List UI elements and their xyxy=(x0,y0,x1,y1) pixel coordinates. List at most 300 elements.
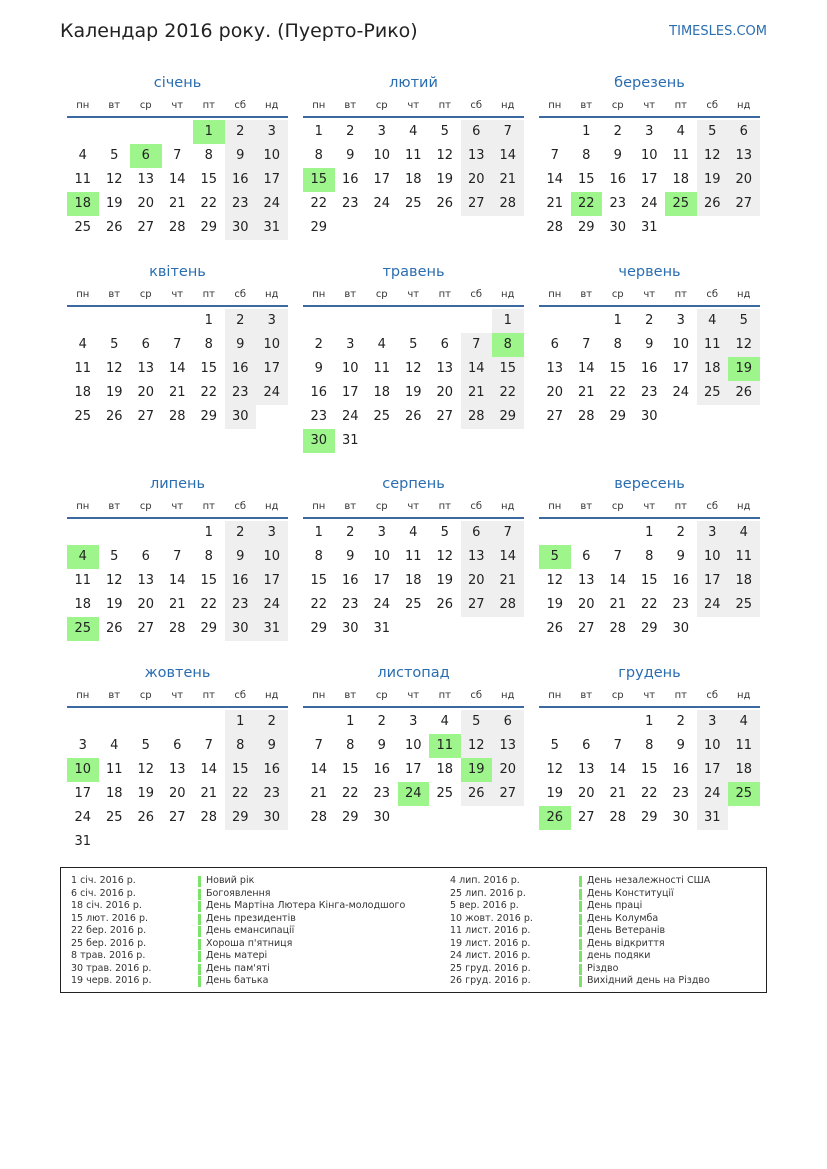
empty-cell xyxy=(665,405,697,429)
day-cell: 14 xyxy=(168,573,186,588)
empty-cell xyxy=(492,216,524,240)
weekday-label: нд xyxy=(737,501,751,512)
day-cell: 20 xyxy=(137,385,155,400)
day-cell: 24 xyxy=(640,196,658,211)
day-cell: 28 xyxy=(609,621,627,636)
empty-cell xyxy=(67,309,99,333)
day-cell: 4 xyxy=(409,525,418,540)
day-cell: 25 xyxy=(105,810,123,825)
holiday-day-cell: 25 xyxy=(67,617,99,641)
day-cell: 25 xyxy=(74,409,92,424)
day-cell: 12 xyxy=(105,361,123,376)
weekday-label: вт xyxy=(580,100,593,111)
day-cell: 1 xyxy=(645,525,654,540)
holiday-day-cell: 18 xyxy=(67,192,99,216)
day-cell: 23 xyxy=(672,786,690,801)
weekday-label: нд xyxy=(501,690,515,701)
week-row xyxy=(539,593,760,617)
week-row xyxy=(303,521,524,545)
empty-cell xyxy=(539,710,571,734)
weekday-label: ср xyxy=(139,100,152,111)
day-cell: 7 xyxy=(613,549,622,564)
weekend-day-cell: 27 xyxy=(461,192,493,216)
day-cell: 5 xyxy=(141,738,150,753)
weekday-label: чт xyxy=(407,289,420,300)
weekday-label: пн xyxy=(548,100,562,111)
day-cell: 12 xyxy=(546,573,564,588)
day-cell: 13 xyxy=(168,762,186,777)
weekend-day-cell: 14 xyxy=(492,545,524,569)
week-row xyxy=(67,593,288,617)
day-cell: 5 xyxy=(440,124,449,139)
holiday-day-cell: 6 xyxy=(130,144,162,168)
weekend-day-cell: 17 xyxy=(697,569,729,593)
holiday-date: 25 лип. 2016 р. xyxy=(450,887,526,899)
weekday-label: ср xyxy=(139,501,152,512)
week-row xyxy=(539,782,760,806)
day-cell: 30 xyxy=(672,810,690,825)
weekend-day-cell: 17 xyxy=(256,168,288,192)
weekend-day-cell: 30 xyxy=(225,405,257,429)
weekend-day-cell: 24 xyxy=(256,192,288,216)
week-row xyxy=(303,381,524,405)
weekday-label: пн xyxy=(76,501,90,512)
weekend-day-cell: 13 xyxy=(492,734,524,758)
day-cell: 25 xyxy=(436,786,454,801)
day-cell: 2 xyxy=(676,714,685,729)
holiday-marker xyxy=(579,901,582,912)
day-cell: 11 xyxy=(373,361,391,376)
weekday-label: вт xyxy=(580,690,593,701)
weekend-day-cell: 27 xyxy=(461,593,493,617)
day-cell: 29 xyxy=(609,409,627,424)
month-name: травень xyxy=(382,264,445,280)
weekday-label: чт xyxy=(643,690,656,701)
day-cell: 23 xyxy=(341,597,359,612)
empty-cell xyxy=(461,806,493,830)
day-cell: 29 xyxy=(200,220,218,235)
week-row xyxy=(67,569,288,593)
day-cell: 26 xyxy=(105,220,123,235)
weekday-label: сб xyxy=(234,100,247,111)
day-cell: 21 xyxy=(200,786,218,801)
weekend-day-cell: 11 xyxy=(728,545,760,569)
empty-cell xyxy=(461,309,493,333)
week-row xyxy=(539,617,760,641)
day-cell: 20 xyxy=(137,196,155,211)
day-cell: 23 xyxy=(373,786,391,801)
weekday-label: чт xyxy=(171,100,184,111)
weekend-day-cell: 5 xyxy=(461,710,493,734)
weekday-label: сб xyxy=(470,690,483,701)
weekday-header xyxy=(303,497,524,519)
weekday-label: ср xyxy=(139,289,152,300)
holiday-date: 4 лип. 2016 р. xyxy=(450,875,520,886)
weekday-label: ср xyxy=(611,690,624,701)
day-cell: 9 xyxy=(314,361,323,376)
empty-cell xyxy=(256,405,288,429)
day-cell: 22 xyxy=(200,597,218,612)
weekend-day-cell: 11 xyxy=(697,333,729,357)
day-cell: 9 xyxy=(676,738,685,753)
weekend-day-cell: 30 xyxy=(256,806,288,830)
day-cell: 2 xyxy=(346,525,355,540)
weekend-day-cell: 18 xyxy=(697,357,729,381)
day-cell: 29 xyxy=(640,621,658,636)
holiday-date: 22 бер. 2016 р. xyxy=(71,925,147,936)
day-cell: 18 xyxy=(74,597,92,612)
weekday-label: пт xyxy=(674,100,687,111)
day-cell: 17 xyxy=(341,385,359,400)
weekday-label: чт xyxy=(171,501,184,512)
day-cell: 4 xyxy=(110,738,119,753)
week-row xyxy=(539,569,760,593)
weekday-label: сб xyxy=(706,289,719,300)
empty-cell xyxy=(162,120,194,144)
weekend-day-cell: 26 xyxy=(728,381,760,405)
weekend-day-cell: 23 xyxy=(225,381,257,405)
empty-cell xyxy=(99,309,131,333)
empty-cell xyxy=(697,617,729,641)
weekday-label: чт xyxy=(643,100,656,111)
week-row xyxy=(303,617,524,641)
weekday-label: вт xyxy=(108,289,121,300)
weekday-label: нд xyxy=(737,289,751,300)
day-cell: 1 xyxy=(314,525,323,540)
day-cell: 20 xyxy=(577,597,595,612)
weekend-day-cell: 5 xyxy=(697,120,729,144)
holiday-marker xyxy=(198,889,201,900)
weekend-day-cell: 21 xyxy=(492,569,524,593)
day-cell: 18 xyxy=(373,385,391,400)
weekday-label: пт xyxy=(202,100,215,111)
day-cell: 19 xyxy=(546,597,564,612)
day-cell: 6 xyxy=(141,337,150,352)
holiday-day-cell: 4 xyxy=(67,545,99,569)
empty-cell xyxy=(67,521,99,545)
day-cell: 12 xyxy=(436,549,454,564)
day-cell: 8 xyxy=(204,148,213,163)
day-cell: 9 xyxy=(645,337,654,352)
holiday-date: 5 вер. 2016 р. xyxy=(450,900,519,911)
weekday-header xyxy=(539,497,760,519)
day-cell: 8 xyxy=(582,148,591,163)
day-cell: 16 xyxy=(609,172,627,187)
weekend-day-cell: 22 xyxy=(225,782,257,806)
weekend-day-cell: 30 xyxy=(225,216,257,240)
empty-cell xyxy=(539,120,571,144)
weekend-day-cell: 2 xyxy=(225,521,257,545)
holiday-date: 25 бер. 2016 р. xyxy=(71,937,147,949)
holiday-legend xyxy=(60,867,767,993)
day-cell: 11 xyxy=(74,361,92,376)
weekend-day-cell: 20 xyxy=(492,758,524,782)
day-cell: 16 xyxy=(672,573,690,588)
weekend-day-cell: 31 xyxy=(256,216,288,240)
day-cell: 12 xyxy=(105,172,123,187)
day-cell: 30 xyxy=(373,810,391,825)
day-cell: 17 xyxy=(74,786,92,801)
empty-cell xyxy=(665,216,697,240)
day-cell: 21 xyxy=(168,385,186,400)
weekend-day-cell: 3 xyxy=(256,521,288,545)
month-10 xyxy=(67,660,288,854)
day-cell: 1 xyxy=(314,124,323,139)
weekend-day-cell: 28 xyxy=(461,405,493,429)
month-name: лютий xyxy=(389,75,438,91)
day-cell: 28 xyxy=(200,810,218,825)
day-cell: 16 xyxy=(310,385,328,400)
holiday-date: 25 груд. 2016 р. xyxy=(450,962,531,974)
holiday-day-cell: 15 xyxy=(303,168,335,192)
day-cell: 29 xyxy=(341,810,359,825)
day-cell: 27 xyxy=(137,409,155,424)
weekday-label: сб xyxy=(706,690,719,701)
day-cell: 15 xyxy=(577,172,595,187)
weekday-label: пн xyxy=(76,289,90,300)
day-cell: 28 xyxy=(168,621,186,636)
weekend-day-cell: 22 xyxy=(492,381,524,405)
week-row xyxy=(303,593,524,617)
empty-cell xyxy=(728,405,760,429)
day-cell: 28 xyxy=(546,220,564,235)
day-cell: 11 xyxy=(404,148,422,163)
day-cell: 8 xyxy=(645,738,654,753)
weekend-day-cell: 13 xyxy=(461,144,493,168)
day-cell: 20 xyxy=(577,786,595,801)
weekend-day-cell: 20 xyxy=(461,168,493,192)
weekday-label: вт xyxy=(108,690,121,701)
month-12 xyxy=(539,660,760,830)
week-row xyxy=(67,806,288,830)
weekday-label: сб xyxy=(234,501,247,512)
empty-cell xyxy=(539,309,571,333)
day-cell: 25 xyxy=(373,409,391,424)
day-cell: 24 xyxy=(672,385,690,400)
week-row xyxy=(303,120,524,144)
weekday-label: ср xyxy=(611,100,624,111)
weekend-day-cell: 1 xyxy=(492,309,524,333)
weekend-day-cell: 11 xyxy=(728,734,760,758)
day-cell: 20 xyxy=(168,786,186,801)
weekday-label: пн xyxy=(312,690,326,701)
day-cell: 2 xyxy=(314,337,323,352)
empty-cell xyxy=(602,710,634,734)
empty-cell xyxy=(398,309,430,333)
weekend-day-cell: 15 xyxy=(492,357,524,381)
week-row xyxy=(303,333,524,357)
day-cell: 4 xyxy=(440,714,449,729)
day-cell: 2 xyxy=(613,124,622,139)
weekday-label: чт xyxy=(407,501,420,512)
empty-cell xyxy=(99,710,131,734)
holiday-day-cell: 8 xyxy=(492,333,524,357)
week-row xyxy=(539,758,760,782)
empty-cell xyxy=(461,216,493,240)
weekday-label: сб xyxy=(706,100,719,111)
weekend-day-cell: 29 xyxy=(492,405,524,429)
weekend-day-cell: 2 xyxy=(256,710,288,734)
empty-cell xyxy=(398,216,430,240)
weekday-header xyxy=(67,686,288,708)
day-cell: 21 xyxy=(168,196,186,211)
weekday-label: пт xyxy=(202,289,215,300)
empty-cell xyxy=(335,216,367,240)
day-cell: 26 xyxy=(436,196,454,211)
day-cell: 26 xyxy=(404,409,422,424)
weekday-label: вт xyxy=(108,100,121,111)
day-cell: 28 xyxy=(168,409,186,424)
day-cell: 6 xyxy=(582,738,591,753)
day-cell: 13 xyxy=(577,762,595,777)
day-cell: 1 xyxy=(582,124,591,139)
weekend-day-cell: 4 xyxy=(728,710,760,734)
month-8 xyxy=(303,471,524,641)
weekday-label: чт xyxy=(407,100,420,111)
weekday-label: вт xyxy=(344,289,357,300)
week-row xyxy=(303,144,524,168)
holiday-marker xyxy=(198,901,201,912)
week-row xyxy=(303,357,524,381)
site-link[interactable]: TIMESLES.COM xyxy=(669,24,767,39)
weekday-header xyxy=(303,96,524,118)
empty-cell xyxy=(303,710,335,734)
weekend-day-cell: 17 xyxy=(697,758,729,782)
day-cell: 17 xyxy=(672,361,690,376)
holiday-day-cell: 22 xyxy=(571,192,603,216)
day-cell: 12 xyxy=(137,762,155,777)
weekend-day-cell: 9 xyxy=(225,144,257,168)
holiday-marker xyxy=(579,951,582,962)
day-cell: 15 xyxy=(200,573,218,588)
month-name: липень xyxy=(149,476,206,492)
month-name: квітень xyxy=(149,264,206,280)
weekend-day-cell: 3 xyxy=(256,120,288,144)
empty-cell xyxy=(130,120,162,144)
day-cell: 26 xyxy=(546,621,564,636)
day-cell: 22 xyxy=(640,786,658,801)
day-cell: 24 xyxy=(373,597,391,612)
day-cell: 5 xyxy=(110,148,119,163)
day-cell: 11 xyxy=(74,573,92,588)
week-row xyxy=(303,734,524,758)
holiday-marker xyxy=(579,914,582,925)
day-cell: 13 xyxy=(436,361,454,376)
day-cell: 23 xyxy=(609,196,627,211)
holiday-marker xyxy=(579,976,582,987)
holiday-marker xyxy=(579,964,582,975)
week-row xyxy=(303,710,524,734)
day-cell: 6 xyxy=(582,549,591,564)
holiday-date: 26 груд. 2016 р. xyxy=(450,975,531,986)
weekday-header xyxy=(67,96,288,118)
holiday-marker xyxy=(198,976,201,987)
day-cell: 22 xyxy=(341,786,359,801)
day-cell: 21 xyxy=(609,597,627,612)
day-cell: 21 xyxy=(546,196,564,211)
weekend-day-cell: 7 xyxy=(461,333,493,357)
weekend-day-cell: 30 xyxy=(225,617,257,641)
weekday-label: пт xyxy=(438,501,451,512)
holiday-day-cell: 1 xyxy=(193,120,225,144)
empty-cell xyxy=(429,216,461,240)
weekend-day-cell: 13 xyxy=(461,545,493,569)
day-cell: 15 xyxy=(200,361,218,376)
weekend-day-cell: 3 xyxy=(697,521,729,545)
day-cell: 7 xyxy=(613,738,622,753)
weekday-label: пт xyxy=(202,501,215,512)
week-row xyxy=(67,405,288,429)
weekday-label: сб xyxy=(706,501,719,512)
week-row xyxy=(67,830,288,854)
day-cell: 26 xyxy=(436,597,454,612)
week-row xyxy=(539,521,760,545)
holiday-date: 10 жовт. 2016 р. xyxy=(450,912,533,924)
weekday-header xyxy=(67,497,288,519)
empty-cell xyxy=(303,309,335,333)
day-cell: 17 xyxy=(404,762,422,777)
weekday-label: вт xyxy=(108,501,121,512)
month-2 xyxy=(303,70,524,240)
day-cell: 10 xyxy=(341,361,359,376)
day-cell: 14 xyxy=(168,361,186,376)
day-cell: 24 xyxy=(74,810,92,825)
week-row xyxy=(539,806,760,830)
day-cell: 23 xyxy=(341,196,359,211)
month-name: листопад xyxy=(377,665,450,681)
empty-cell xyxy=(366,309,398,333)
holiday-date: 8 трав. 2016 р. xyxy=(71,950,146,961)
empty-cell xyxy=(429,429,461,453)
weekday-label: пт xyxy=(674,690,687,701)
day-cell: 11 xyxy=(404,549,422,564)
week-row xyxy=(539,333,760,357)
weekend-day-cell: 12 xyxy=(461,734,493,758)
holiday-name: День відкриття xyxy=(587,937,665,949)
week-row xyxy=(67,758,288,782)
empty-cell xyxy=(225,830,257,854)
week-row xyxy=(539,120,760,144)
week-row xyxy=(303,405,524,429)
day-cell: 15 xyxy=(640,762,658,777)
day-cell: 21 xyxy=(168,597,186,612)
weekday-label: пн xyxy=(548,690,562,701)
day-cell: 10 xyxy=(373,148,391,163)
day-cell: 16 xyxy=(373,762,391,777)
day-cell: 29 xyxy=(200,409,218,424)
day-cell: 13 xyxy=(577,573,595,588)
weekend-day-cell: 10 xyxy=(256,144,288,168)
weekend-day-cell: 20 xyxy=(461,569,493,593)
week-row xyxy=(303,168,524,192)
weekday-label: пн xyxy=(312,289,326,300)
weekday-label: пн xyxy=(312,100,326,111)
empty-cell xyxy=(193,830,225,854)
day-cell: 22 xyxy=(609,385,627,400)
weekend-day-cell: 10 xyxy=(697,545,729,569)
month-name: серпень xyxy=(382,476,445,492)
day-cell: 8 xyxy=(314,549,323,564)
weekday-header xyxy=(303,285,524,307)
day-cell: 15 xyxy=(310,573,328,588)
day-cell: 19 xyxy=(137,786,155,801)
holiday-day-cell: 25 xyxy=(728,782,760,806)
day-cell: 23 xyxy=(640,385,658,400)
holiday-marker xyxy=(579,889,582,900)
week-row xyxy=(67,309,288,333)
month-4 xyxy=(67,259,288,429)
weekday-header xyxy=(539,96,760,118)
